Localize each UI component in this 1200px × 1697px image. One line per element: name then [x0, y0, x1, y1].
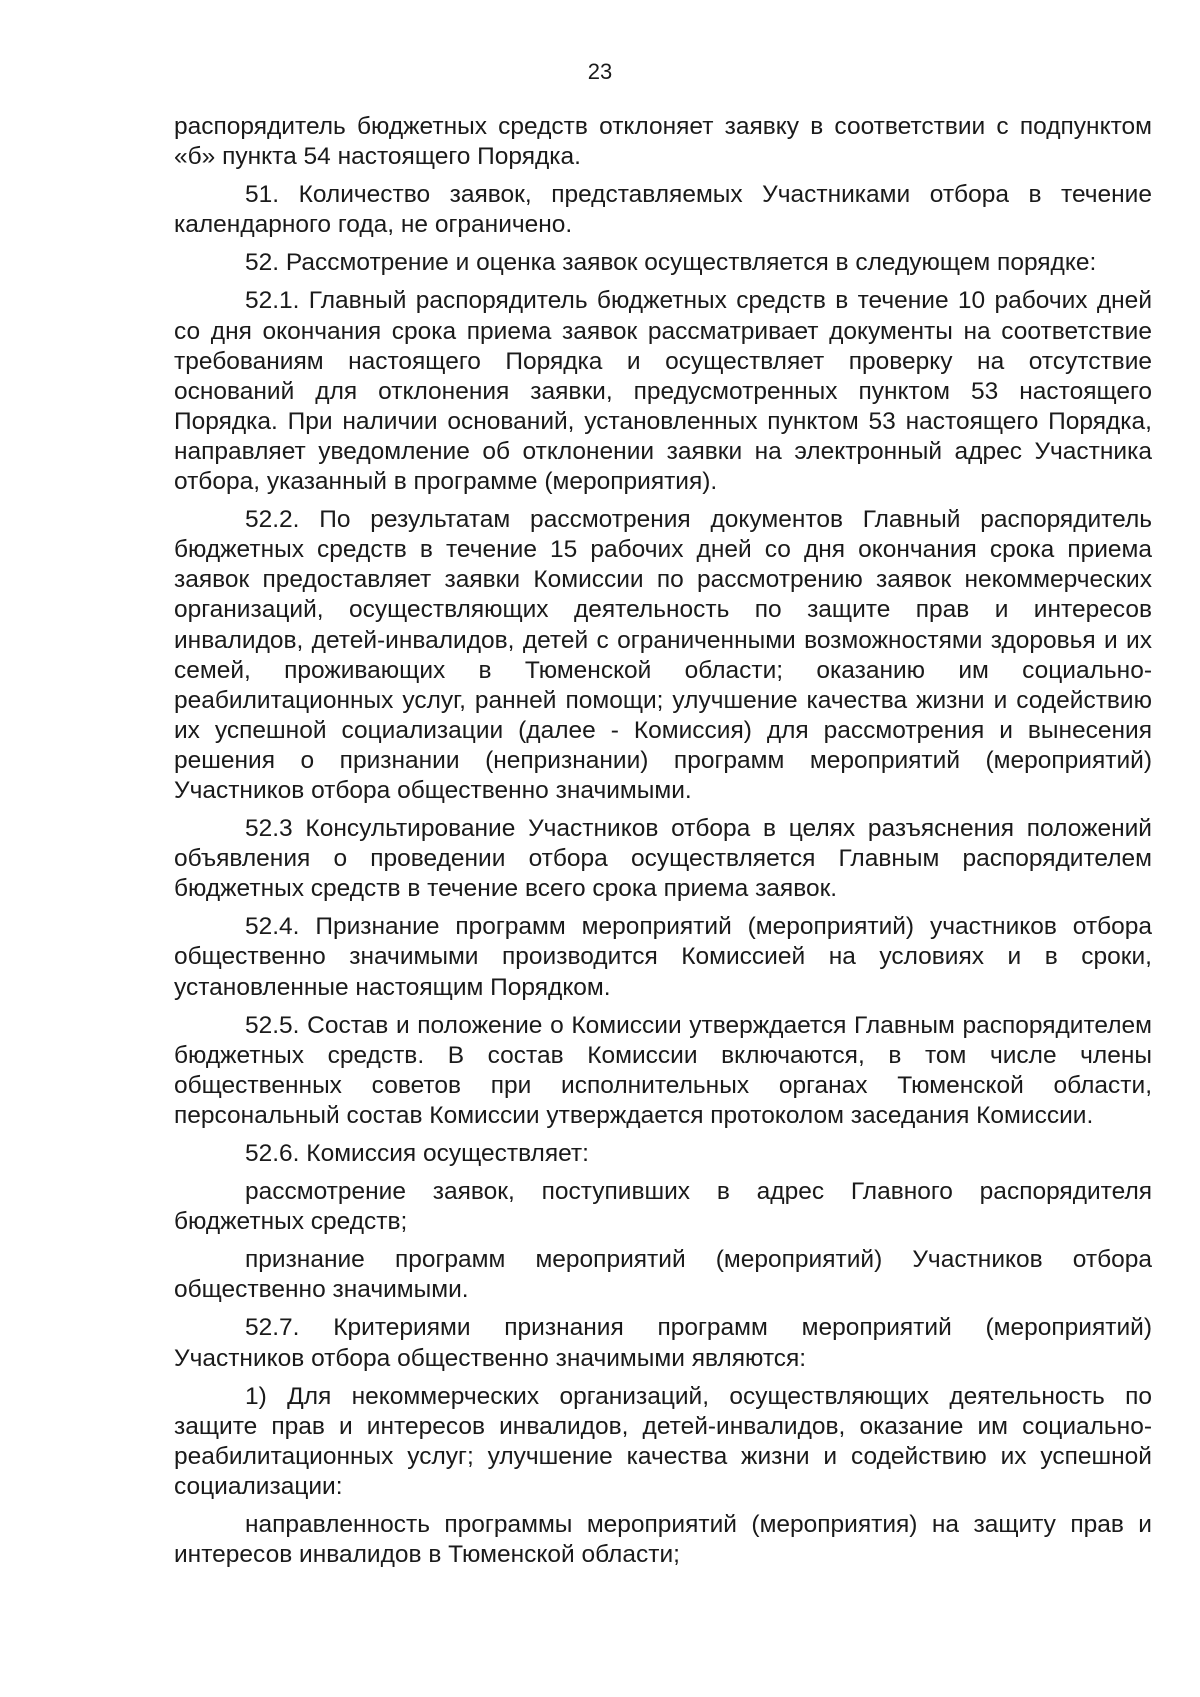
- list-item-review: рассмотрение заявок, поступивших в адрес Главного распорядителя бюджетных средств;: [174, 1178, 1152, 1236]
- paragraph-52-5: 52.5. Состав и положение о Комиссии утверждается Главным распорядителем бюджетных средств. В состав Комиссии включаются, в том числе члены общественных советов при исполнительных органах Тюменской области, персональный состав Комиссии утверждается протоколом заседания Комиссии.: [174, 1011, 1152, 1129]
- paragraph-52-2: 52.2. По результатам рассмотрения документов Главный распорядитель бюджетных средств в течение 15 рабочих дней со дня окончания срока приема заявок предоставляет заявки Комиссии по рассмотрению заявок некоммерческих организаций, осуществляющих деятельность по защите прав и интересов инвалидов, детей-инвалидов, детей с ограниченными возможностями здоровья и их семей, проживающих в Тюменской области; оказанию им социально-реабилитационных услуг, ранней помощи; улучшение качества жизни и содействию их успешной социализации (далее - Комиссия) для рассмотрения и вынесения решения о признании (непризнании) программ мероприятий (мероприятий) Участников отбора общественно значимыми.: [174, 506, 1152, 804]
- paragraph-52-7: 52.7. Критериями признания программ мероприятий (мероприятий) Участников отбора общественно значимыми являются:: [174, 1314, 1152, 1372]
- criteria-sub-item: направленность программы мероприятий (мероприятия) на защиту прав и интересов инвалидов в Тюменской области;: [174, 1511, 1152, 1569]
- document-body: [174, 112, 1152, 1578]
- paragraph-51: 51. Количество заявок, представляемых Участниками отбора в течение календарного года, не ограничено.: [174, 181, 1152, 239]
- paragraph-52: 52. Рассмотрение и оценка заявок осуществляется в следующем порядке:: [245, 249, 1097, 277]
- page-number: 23: [587, 59, 613, 84]
- paragraph-52-6: 52.6. Комиссия осуществляет:: [245, 1140, 589, 1167]
- criteria-item-1: 1) Для некоммерческих организаций, осуществляющих деятельность по защите прав и интересов инвалидов, детей-инвалидов, оказание им социально-реабилитационных услуг; улучшение качества жизни и содействию их успешной социализации:: [174, 1382, 1152, 1500]
- list-item-recognition: признание программ мероприятий (мероприятий) Участников отбора общественно значимыми.: [174, 1246, 1152, 1304]
- paragraph-continuation: распорядитель бюджетных средств отклоняет заявку в соответствии с подпунктом «б» пункта 54 настоящего Порядка.: [174, 113, 1152, 171]
- paragraph-52-1: 52.1. Главный распорядитель бюджетных средств в течение 10 рабочих дней со дня окончания срока приема заявок рассматривает документы на соответствие требованиям настоящего Порядка и осуществляет проверку на отсутствие оснований для отклонения заявки, предусмотренных пунктом 53 настоящего Порядка. При наличии оснований, установленных пунктом 53 настоящего Порядка, направляет уведомление об отклонении заявки на электронный адрес Участника отбора, указанный в программе (мероприятия).: [174, 287, 1152, 496]
- paragraph-52-3: 52.3 Консультирование Участников отбора в целях разъяснения положений объявления о проведении отбора осуществляется Главным распорядителем бюджетных средств в течение всего срока приема заявок.: [174, 815, 1152, 903]
- paragraph-52-4: 52.4. Признание программ мероприятий (мероприятий) участников отбора общественно значимыми производится Комиссией на условиях и в сроки, установленные настоящим Порядком.: [174, 913, 1152, 1001]
